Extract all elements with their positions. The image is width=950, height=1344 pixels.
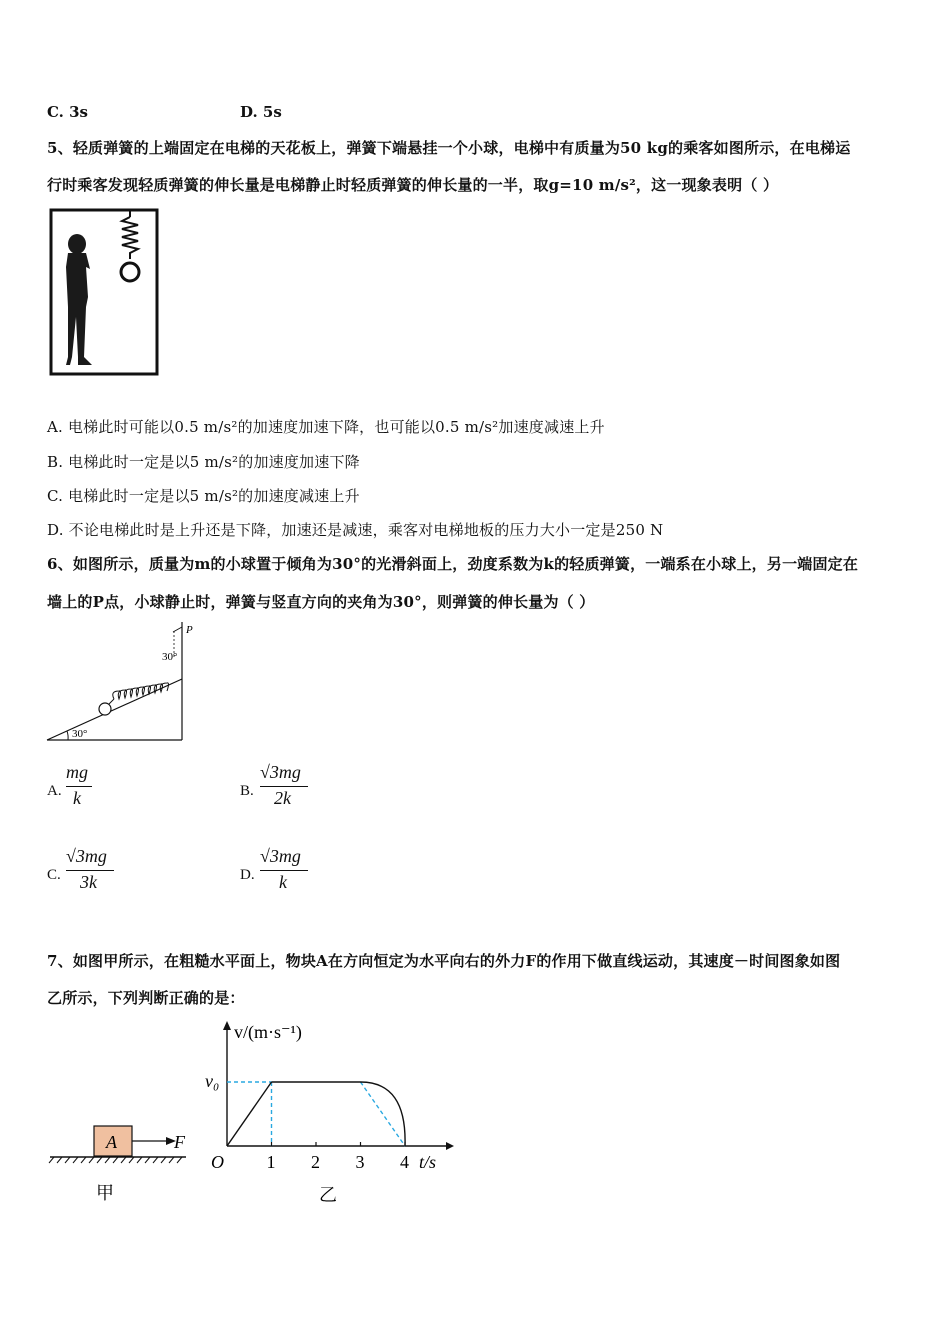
q6-option-d-bar <box>260 870 308 871</box>
q6-option-b-fraction <box>260 762 310 812</box>
q6-option-a-numerator: mg <box>66 762 88 782</box>
x-axis-arrow-icon <box>446 1142 454 1150</box>
q6-option-b-bar <box>260 786 308 787</box>
guide-3-4-chord <box>361 1082 406 1146</box>
q5-option-a: A. 电梯此时可能以0.5 m/s²的加速度加速下降，也可能以0.5 m/s²加速度减速上升 <box>47 418 605 436</box>
chart-y-label: v/(m·s⁻¹) <box>234 1022 302 1042</box>
q6-option-b-denominator: 2k <box>274 788 291 808</box>
q7-stem-line1: 7、如图甲所示，在粗糙水平面上，物块A在方向恒定为水平向右的外力F的作用下做直线运动，其速度－时间图象如图 <box>47 952 841 970</box>
q7-caption-yi: 乙 <box>319 1185 337 1205</box>
q7-stem-line2: 乙所示，下列判断正确的是： <box>47 989 245 1007</box>
x-tick-label-0: O <box>211 1152 224 1172</box>
q5-option-d: D. 不论电梯此时是上升还是下降，加速还是减速，乘客对电梯地板的压力大小一定是250 N <box>47 521 664 539</box>
q6-option-c-letter: C. <box>47 867 61 883</box>
q6-option-c-fraction <box>66 846 116 896</box>
q6-option-c-numerator: √3mg <box>66 846 107 866</box>
passenger-icon <box>66 234 92 365</box>
q7-block-label: A <box>106 1132 117 1152</box>
q4-option-c: C. 3s <box>47 103 89 121</box>
y-axis-arrow-icon <box>223 1021 231 1030</box>
q5-option-b: B. 电梯此时一定是以5 m/s²的加速度加速下降 <box>47 453 360 471</box>
q6-stem-line2: 墙上的P点，小球静止时，弹簧与竖直方向的夹角为30°，则弹簧的伸长量为（ ） <box>47 593 595 611</box>
q6-option-d-fraction <box>260 846 310 896</box>
q6-stem-line1: 6、如图所示，质量为m的小球置于倾角为30°的光滑斜面上，劲度系数为k的轻质弹簧，一端系在小球上，另一端固定在 <box>47 555 859 573</box>
series-segment-0-1 <box>227 1082 272 1146</box>
q7-vt-chart <box>200 1016 460 1206</box>
q6-option-c-bar <box>66 870 114 871</box>
spring-icon <box>121 211 139 281</box>
q6-option-c-denominator: 3k <box>80 872 97 892</box>
q6-option-d-numerator: √3mg <box>260 846 301 866</box>
q6-option-d-letter: D. <box>240 867 255 883</box>
ground-hatch <box>49 1157 182 1163</box>
x-tick-label-4: 4 <box>400 1152 409 1172</box>
ball-icon <box>99 703 111 715</box>
q6-option-b-numerator: √3mg <box>260 762 301 782</box>
q7-block-figure <box>48 1122 198 1204</box>
q5-stem-line2: 行时乘客发现轻质弹簧的伸长量是电梯静止时轻质弹簧的伸长量的一半，取g=10 m/s²，这一现象表明（ ） <box>47 176 779 194</box>
q6-angle-bottom-label: 30° <box>72 728 88 740</box>
chart-x-label: t/s <box>419 1152 437 1172</box>
q7-force-label: F <box>174 1132 185 1152</box>
x-tick-label-1: 1 <box>266 1152 276 1172</box>
x-tick-label-3: 3 <box>355 1152 365 1172</box>
q6-option-a-letter: A. <box>47 783 62 799</box>
spring-icon <box>109 627 182 704</box>
q6-angle-top-label: 30° <box>162 651 178 663</box>
q7-caption-jia: 甲 <box>96 1183 114 1203</box>
q6-option-b-letter: B. <box>240 783 254 799</box>
q6-option-d-denominator: k <box>279 872 287 892</box>
q5-elevator-figure <box>48 207 160 377</box>
q5-option-c: C. 电梯此时一定是以5 m/s²的加速度减速上升 <box>47 487 360 505</box>
x-tick-label-2: 2 <box>311 1152 320 1172</box>
q6-option-a-denominator: k <box>73 788 81 808</box>
q4-option-d: D. 5s <box>240 103 282 121</box>
q6-option-a-fraction <box>66 762 92 812</box>
q6-incline-figure <box>44 617 204 747</box>
q6-option-a-bar <box>66 786 92 787</box>
q6-point-p-label: P <box>186 624 193 636</box>
q5-stem-line1: 5、轻质弹簧的上端固定在电梯的天花板上，弹簧下端悬挂一个小球，电梯中有质量为50 kg的乘客如图所示，在电梯运 <box>47 139 851 157</box>
y-tick-label-v0: v₀ <box>205 1071 220 1091</box>
